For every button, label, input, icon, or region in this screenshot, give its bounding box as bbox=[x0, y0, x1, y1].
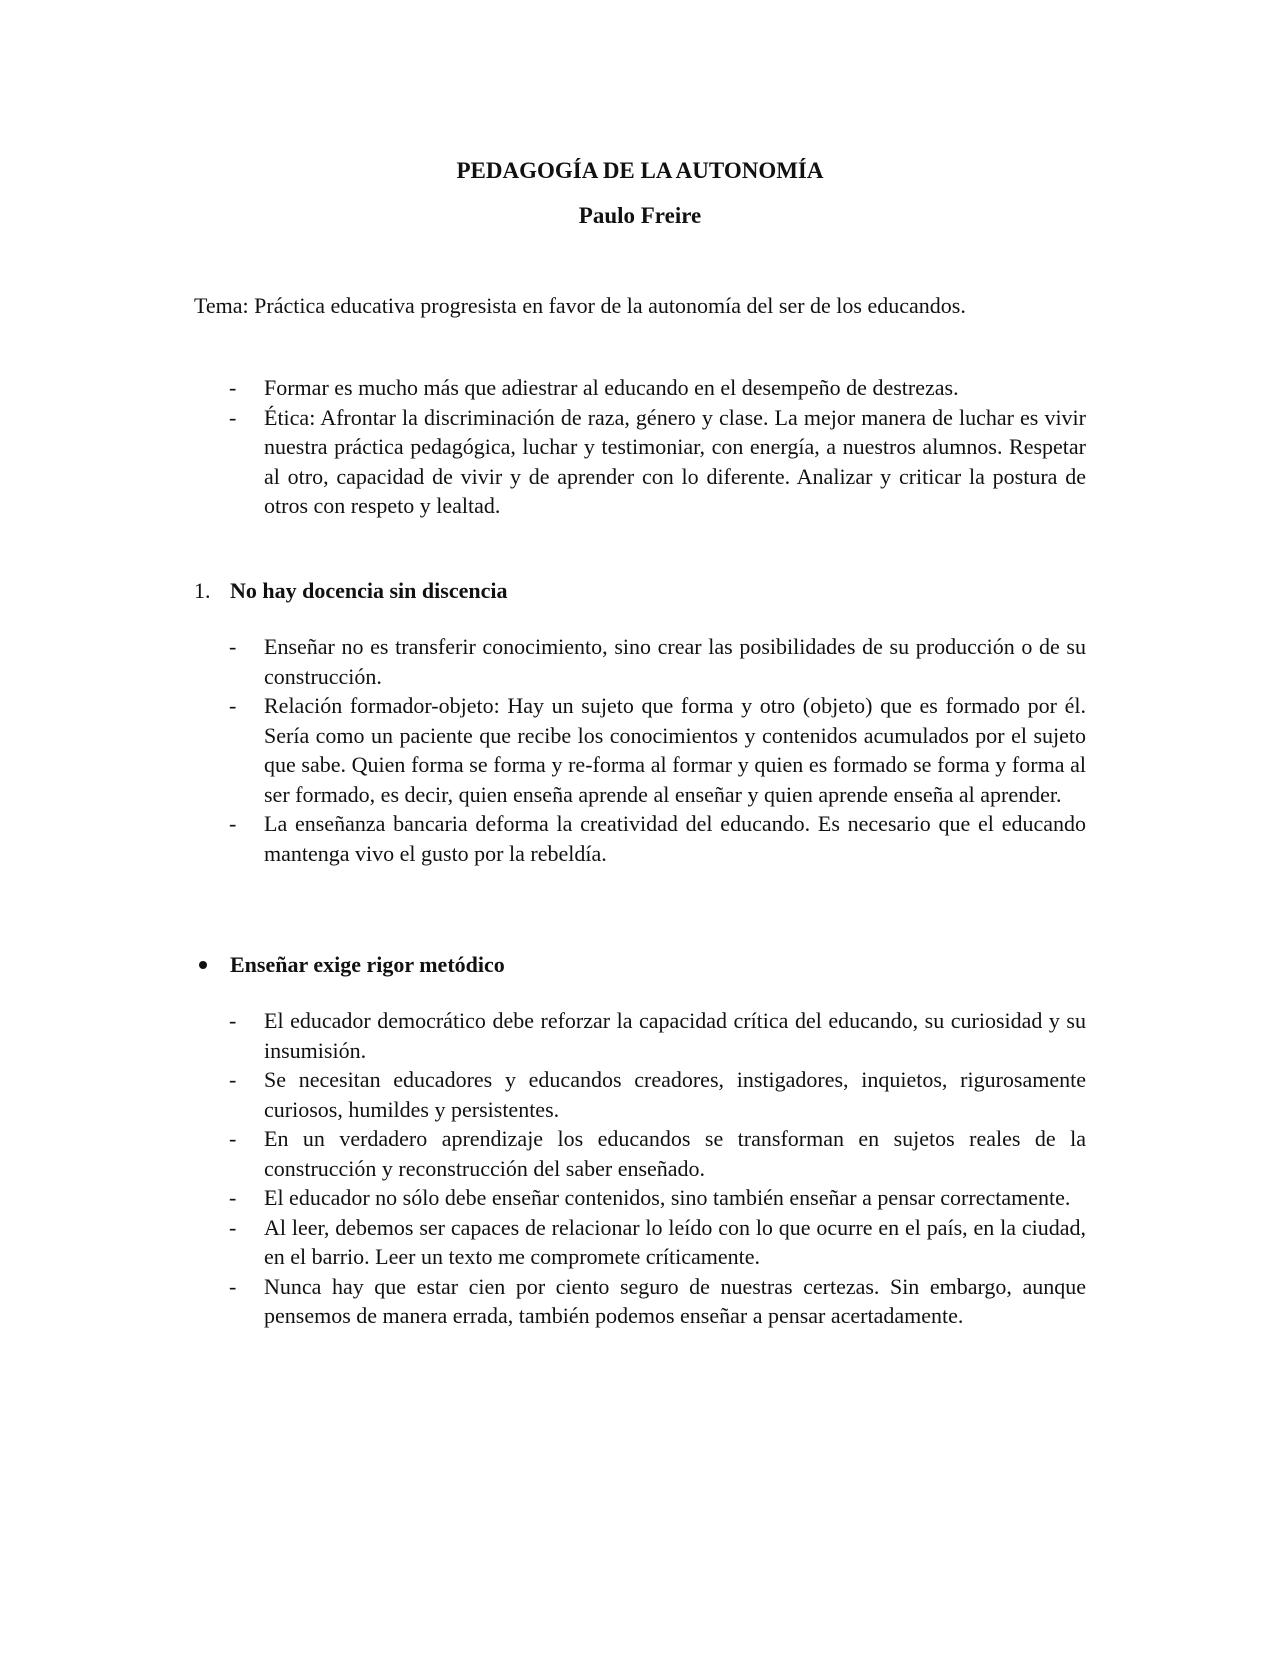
section-heading-1 bbox=[194, 576, 507, 606]
document-author: Paulo Freire bbox=[578, 203, 702, 228]
document-title: PEDAGOGÍA DE LA AUTONOMÍA bbox=[456, 158, 824, 183]
dash-marker: - bbox=[229, 1273, 237, 1299]
bullet-icon bbox=[199, 961, 207, 969]
list-item bbox=[194, 1124, 1086, 1183]
list-item bbox=[194, 1183, 1086, 1213]
list-item bbox=[194, 1213, 1086, 1272]
list-item bbox=[194, 1272, 1086, 1331]
list-item-text: Ética: Afrontar la discriminación de raza, género y clase. La mejor manera de luchar es vivir nuestra práctica pedagógica, luchar y testimoniar, con energía, a nuestros alumnos. Respetar al otro, capacidad de vivir y de aprender con lo diferente. Analizar y criticar la postura de otros con respeto y lealtad. bbox=[264, 404, 1086, 518]
numbered-marker: 1. bbox=[194, 578, 211, 603]
intro-list bbox=[194, 373, 1086, 521]
list-item bbox=[194, 403, 1086, 521]
list-item-text: Nunca hay que estar cien por ciento seguro de nuestras certezas. Sin embargo, aunque pensemos de manera errada, también podemos enseñar a pensar acertadamente. bbox=[264, 1273, 1086, 1328]
dash-marker: - bbox=[229, 811, 237, 836]
list-item-text: Enseñar no es transferir conocimiento, sino crear las posibilidades de su producción o de su construcción. bbox=[264, 634, 1086, 689]
dash-marker: - bbox=[229, 1185, 237, 1210]
dash-marker: - bbox=[229, 1008, 237, 1033]
list-item bbox=[194, 1006, 1086, 1065]
list-item-text: En un verdadero aprendizaje los educandos se transforman en sujetos reales de la construcción y reconstrucción del saber enseñado. bbox=[264, 1126, 1086, 1181]
dash-marker: - bbox=[229, 1126, 237, 1151]
list-item bbox=[194, 1065, 1086, 1124]
dash-marker: - bbox=[229, 634, 237, 659]
dash-marker: - bbox=[229, 693, 237, 718]
section-heading-2 bbox=[194, 950, 505, 980]
list-item-text: Se necesitan educadores y educandos creadores, instigadores, inquietos, rigurosamente curiosos, humildes y persistentes. bbox=[264, 1067, 1086, 1122]
dash-marker: - bbox=[229, 1067, 237, 1092]
dash-marker: - bbox=[229, 375, 237, 400]
section-heading-text: No hay docencia sin discencia bbox=[230, 578, 508, 603]
section-1-list bbox=[194, 632, 1086, 868]
list-item bbox=[194, 373, 1086, 403]
list-item-text: Formar es mucho más que adiestrar al educando en el desempeño de destrezas. bbox=[264, 375, 959, 400]
dash-marker: - bbox=[229, 1214, 237, 1240]
list-item bbox=[194, 632, 1086, 691]
list-item-text: Relación formador-objeto: Hay un sujeto que forma y otro (objeto) que es formado por él. Sería como un paciente que recibe los conocimientos y contenidos acumulados por el sujeto que sabe. Quien forma se forma y re-forma al formar y quien es formado se forma y forma al ser formado, es decir, quien enseña aprende al enseñar y quien aprende enseña al aprender. bbox=[264, 693, 1086, 807]
dash-marker: - bbox=[229, 404, 237, 430]
list-item-text: Al leer, debemos ser capaces de relacionar lo leído con lo que ocurre en el país, en la ciudad, en el barrio. Leer un texto me compromete críticamente. bbox=[264, 1214, 1086, 1269]
list-item-text: El educador no sólo debe enseñar contenidos, sino también enseñar a pensar correctamente. bbox=[264, 1185, 1071, 1210]
section-heading-text: Enseñar exige rigor metódico bbox=[230, 952, 505, 977]
list-item-text: El educador democrático debe reforzar la capacidad crítica del educando, su curiosidad y su insumisión. bbox=[264, 1008, 1086, 1063]
list-item-text: La enseñanza bancaria deforma la creatividad del educando. Es necesario que el educando mantenga vivo el gusto por la rebeldía. bbox=[264, 811, 1086, 866]
list-item bbox=[194, 809, 1086, 868]
section-2-list bbox=[194, 1006, 1086, 1331]
document-theme: Tema: Práctica educativa progresista en favor de la autonomía del ser de los educandos. bbox=[194, 293, 966, 318]
list-item bbox=[194, 691, 1086, 809]
